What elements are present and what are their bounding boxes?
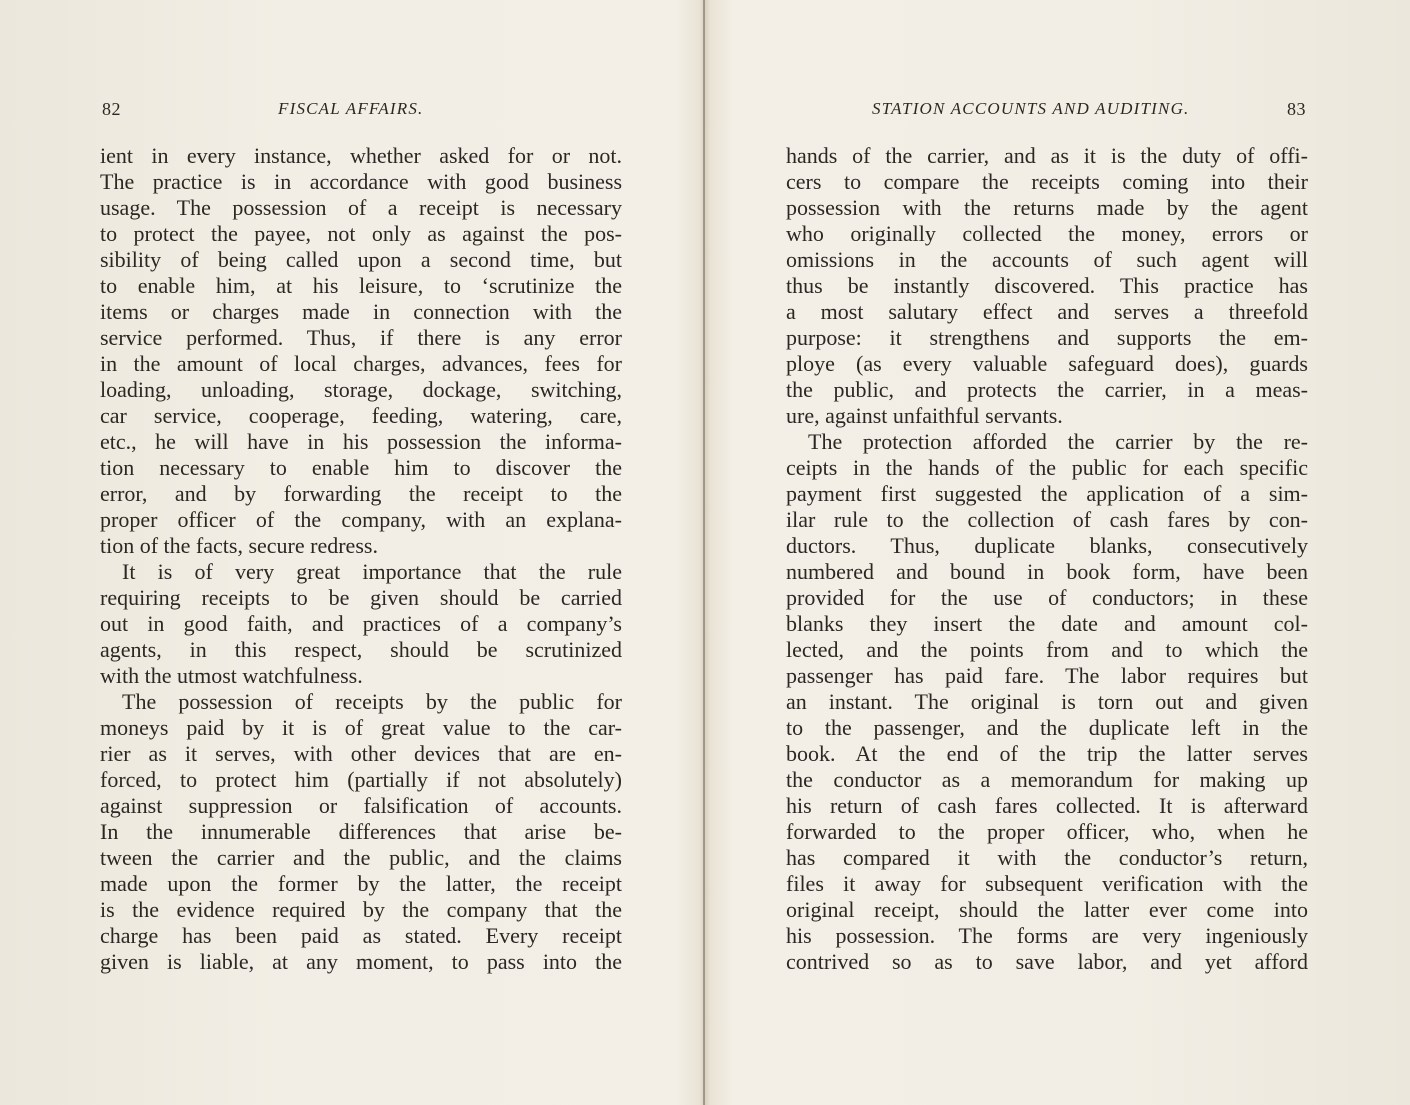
text-line: to the passenger, and the duplicate left in the bbox=[786, 715, 1308, 740]
text-line: an instant. The original is torn out and given bbox=[786, 689, 1308, 714]
text-line: items or charges made in connection with the bbox=[100, 299, 622, 324]
text-line: is the evidence required by the company that the bbox=[100, 897, 622, 922]
text-line: purpose: it strengthens and supports the em- bbox=[786, 325, 1308, 350]
text-line: tion of the facts, secure redress. bbox=[100, 533, 378, 558]
text-line: The protection afforded the carrier by the re- bbox=[808, 429, 1308, 454]
text-line: usage. The possession of a receipt is necessary bbox=[100, 195, 622, 220]
text-line: moneys paid by it is of great value to the car- bbox=[100, 715, 622, 740]
text-line: his return of cash fares collected. It is afterward bbox=[786, 793, 1308, 818]
text-line: ilar rule to the collection of cash fares by con- bbox=[786, 507, 1308, 532]
text-line: ductors. Thus, duplicate blanks, consecutively bbox=[786, 533, 1308, 558]
text-line: charge has been paid as stated. Every receipt bbox=[100, 923, 622, 948]
text-line: requiring receipts to be given should be carried bbox=[100, 585, 622, 610]
text-line: contrived so as to save labor, and yet afford bbox=[786, 949, 1308, 974]
text-line: ure, against unfaithful servants. bbox=[786, 403, 1063, 428]
text-line: service performed. Thus, if there is any error bbox=[100, 325, 622, 350]
running-head-title: FISCAL AFFAIRS. bbox=[278, 99, 424, 118]
text-line: book. At the end of the trip the latter serves bbox=[786, 741, 1308, 766]
text-line: out in good faith, and practices of a company’s bbox=[100, 611, 622, 636]
text-line: thus be instantly discovered. This practice has bbox=[786, 273, 1308, 298]
right-body-text bbox=[786, 143, 1308, 975]
text-line: to protect the payee, not only as against the pos- bbox=[100, 221, 622, 246]
text-line: sibility of being called upon a second time, but bbox=[100, 247, 622, 272]
text-line: proper officer of the company, with an explana- bbox=[100, 507, 622, 532]
text-line: cers to compare the receipts coming into their bbox=[786, 169, 1308, 194]
text-line: the conductor as a memorandum for making up bbox=[786, 767, 1308, 792]
left-body-text bbox=[100, 143, 622, 975]
text-line: forced, to protect him (partially if not absolutely) bbox=[100, 767, 622, 792]
text-line: possession with the returns made by the agent bbox=[786, 195, 1308, 220]
text-line: The possession of receipts by the public for bbox=[122, 689, 622, 714]
text-line: hands of the carrier, and as it is the duty of offi- bbox=[786, 143, 1308, 168]
text-line: error, and by forwarding the receipt to the bbox=[100, 481, 622, 506]
text-line: who originally collected the money, errors or bbox=[786, 221, 1308, 246]
text-line: rier as it serves, with other devices that are en- bbox=[100, 741, 622, 766]
text-line: blanks they insert the date and amount col- bbox=[786, 611, 1308, 636]
text-line: numbered and bound in book form, have been bbox=[786, 559, 1308, 584]
book-gutter bbox=[703, 0, 705, 1105]
text-line: ceipts in the hands of the public for each specific bbox=[786, 455, 1308, 480]
text-line: tion necessary to enable him to discover the bbox=[100, 455, 622, 480]
text-line: against suppression or falsification of accounts. bbox=[100, 793, 622, 818]
text-line: files it away for subsequent verification with the bbox=[786, 871, 1308, 896]
text-line: It is of very great importance that the rule bbox=[122, 559, 622, 584]
text-line: in the amount of local charges, advances, fees for bbox=[100, 351, 622, 376]
page-number: 83 bbox=[1287, 99, 1306, 119]
text-line: provided for the use of conductors; in these bbox=[786, 585, 1308, 610]
text-line: original receipt, should the latter ever come into bbox=[786, 897, 1308, 922]
text-line: made upon the former by the latter, the receipt bbox=[100, 871, 622, 896]
text-line: The practice is in accordance with good business bbox=[100, 169, 622, 194]
text-line: ient in every instance, whether asked for or not. bbox=[100, 143, 622, 168]
text-line: passenger has paid fare. The labor requires but bbox=[786, 663, 1308, 688]
right-running-head bbox=[786, 99, 1308, 125]
text-line: etc., he will have in his possession the informa- bbox=[100, 429, 622, 454]
text-line: to enable him, at his leisure, to ‘scrutinize the bbox=[100, 273, 622, 298]
text-line: ploye (as every valuable safeguard does), guards bbox=[786, 351, 1308, 376]
page-number: 82 bbox=[102, 99, 121, 119]
text-line: the public, and protects the carrier, in a meas- bbox=[786, 377, 1308, 402]
left-running-head bbox=[100, 99, 622, 125]
text-line: given is liable, at any moment, to pass into the bbox=[100, 949, 622, 974]
text-line: car service, cooperage, feeding, watering, care, bbox=[100, 403, 622, 428]
text-line: lected, and the points from and to which the bbox=[786, 637, 1308, 662]
text-line: payment first suggested the application of a sim- bbox=[786, 481, 1308, 506]
text-line: with the utmost watchfulness. bbox=[100, 663, 363, 688]
text-line: has compared it with the conductor’s return, bbox=[786, 845, 1308, 870]
text-line: omissions in the accounts of such agent will bbox=[786, 247, 1308, 272]
text-line: his possession. The forms are very ingeniously bbox=[786, 923, 1308, 948]
running-head-title: STATION ACCOUNTS AND AUDITING. bbox=[872, 99, 1190, 118]
text-line: forwarded to the proper officer, who, when he bbox=[786, 819, 1308, 844]
text-line: tween the carrier and the public, and the claims bbox=[100, 845, 622, 870]
text-line: agents, in this respect, should be scrutinized bbox=[100, 637, 622, 662]
text-line: a most salutary effect and serves a threefold bbox=[786, 299, 1308, 324]
text-line: In the innumerable differences that arise be- bbox=[100, 819, 622, 844]
text-line: loading, unloading, storage, dockage, switching, bbox=[100, 377, 622, 402]
